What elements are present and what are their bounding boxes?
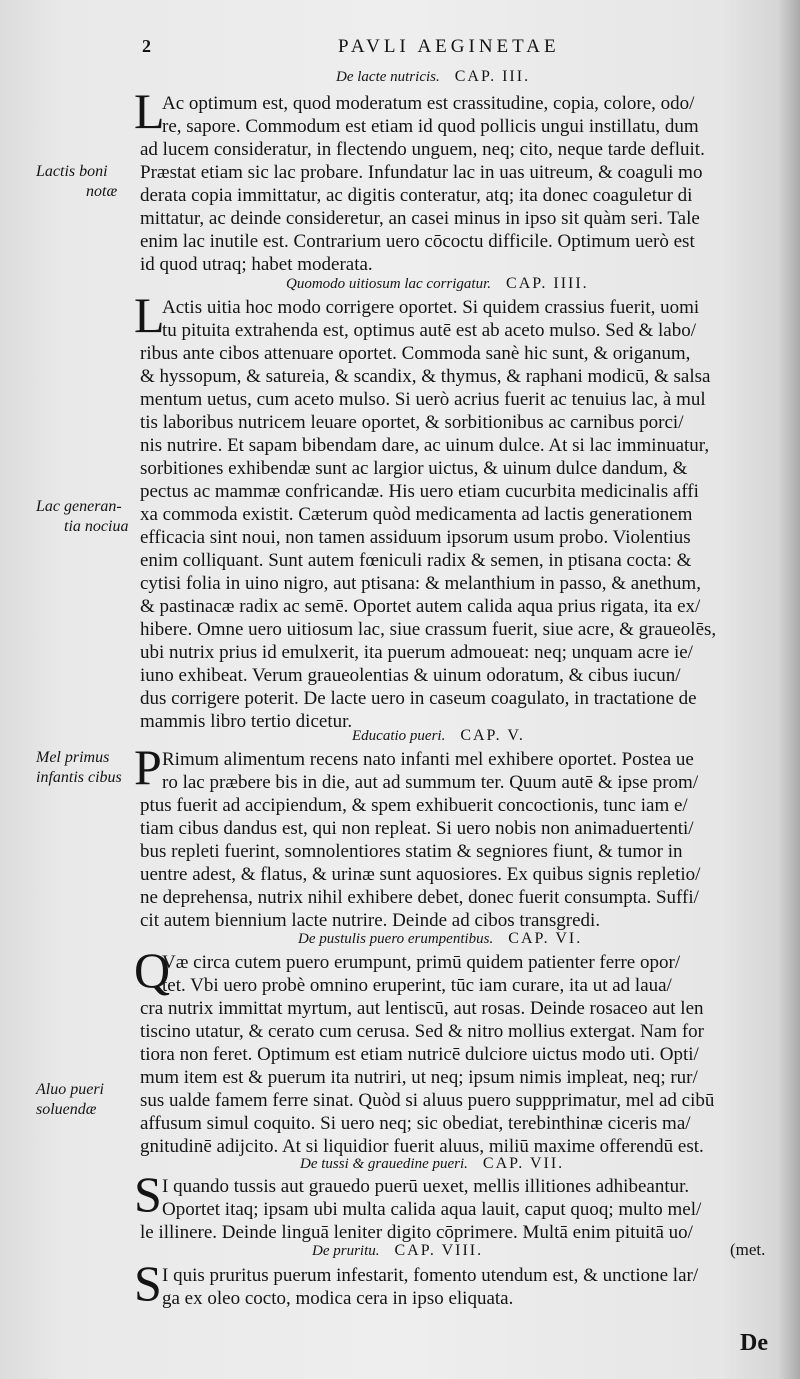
margin-note: [36, 748, 122, 788]
text-line: tiam cibus dandus est, qui non repleat. Si uero nobis non animaduertenti/: [140, 818, 694, 839]
text-line: tiscino utatur, & cerato cum cerusa. Sed & nitro mollius extergat. Nam for: [140, 1021, 704, 1042]
text-line: le illinere. Deinde linguā leniter digito cōprimere. Multā enim pituitā uo/: [140, 1222, 693, 1243]
margin-note-line: tia nociua: [64, 518, 129, 535]
text-line: sorbitiones exhibendæ sunt ac largior uictus, & uinum dulce dandum, &: [140, 458, 688, 479]
chapter-heading-3: [336, 68, 530, 86]
text-line: ptus fuerit ad accipiendum, & spem exhibuerit concoctionis, tunc iam e/: [140, 795, 688, 816]
page-number: 2: [142, 36, 151, 56]
chapter-heading-6: [298, 930, 582, 948]
text-line: ro lac præbere bis in die, aut ad summum ter. Quum autē & ipse prom/: [162, 772, 699, 793]
chapter-heading-4: [286, 275, 589, 293]
margin-note-line: soluendæ: [36, 1101, 97, 1118]
text-line: tu pituita extrahenda est, optimus autē est ab aceto mulso. Sed & labo/: [162, 320, 696, 341]
chapter-title: De lacte nutricis.: [336, 69, 440, 85]
text-line: bus repleti fuerint, somnolentiores statim & segniores fiunt, & tumor in: [140, 841, 683, 862]
text-line: cit autem biennium lacte nutrire. Deinde ad cibos transgredi.: [140, 910, 601, 931]
drop-initial: L: [134, 83, 165, 139]
chapter-title: Educatio pueri.: [352, 728, 446, 744]
drop-initial: P: [134, 739, 162, 795]
text-line: I quando tussis aut grauedo puerū uexet, mellis illitiones adhibeantur.: [162, 1176, 690, 1197]
drop-initial: Q: [134, 942, 171, 998]
text-line: ubi nutrix prius id emulxerit, ita puerum admoueat: neq; unquam acre ie/: [140, 642, 693, 663]
text-line: cra nutrix immittat myrtum, aut lentiscū, aut rosas. Deinde rosaceo aut len: [140, 998, 704, 1019]
margin-note-line: Lac generan-: [36, 498, 122, 515]
chapter-heading-5: [352, 727, 525, 745]
text-line: id quod utraq; habet moderata.: [140, 254, 373, 275]
text-line: mittatur, ac deinde consideretur, an casei minus in ipso sit quàm seri. Tale: [140, 208, 700, 229]
text-line: uentre adest, & flatus, & urinæ sunt aquosiores. Ex quibus signis repletio/: [140, 864, 701, 885]
chapter-title: Quomodo uitiosum lac corrigatur.: [286, 276, 492, 292]
text-line: affusum simul coquito. Si uero neq; sic obediat, terebinthinæ ciceris ma/: [140, 1113, 691, 1134]
chapter-heading-7: [300, 1155, 564, 1173]
text-line: dus corrigere poterit. De lacte uero in caseum coagulato, in tractatione de: [140, 688, 697, 709]
page-gutter-shadow: [778, 0, 800, 1379]
text-line: enim lac inutile est. Contrarium uero cōcoctu difficile. Optimum uerò est: [140, 231, 695, 252]
chapter-number: CAP. III.: [454, 68, 531, 85]
text-line: ga ex oleo cocto, modica cera in ipso eliquata.: [162, 1288, 514, 1309]
text-line: Væ circa cutem puero erumpunt, primū quidem patienter ferre opor/: [162, 952, 681, 973]
text-line: Rimum alimentum recens nato infanti mel exhibere oportet. Postea ue: [162, 749, 694, 770]
text-line: gnitudinē adijcito. At si liquidior fuerit aluus, miliū maxime offerendū est.: [140, 1136, 704, 1157]
text-line: re, sapore. Commodum est etiam id quod pollicis ungui instillatu, dum: [162, 116, 699, 137]
chapter-number: CAP. VII.: [482, 1155, 565, 1172]
text-line: mentum uetus, cum aceto mulso. Si uerò acrius fuerit ac tenuius lac, à mul: [140, 389, 706, 410]
text-line: sus ualde famem ferre sinat. Quòd si aluus puero suppprimatur, mel ad cibū: [140, 1090, 715, 1111]
text-line: enim colliquant. Sunt autem fœniculi radix & semen, in ptisana cocta: &: [140, 550, 692, 571]
text-line: Oportet itaq; ipsam ubi multa calida aqua lauit, caput quoq; multo mel/: [162, 1199, 702, 1220]
drop-initial: L: [134, 287, 165, 343]
running-head: PAVLI AEGINETAE: [338, 36, 560, 57]
text-line: nis nutrire. Et sapam bibendam dare, ac uinum dulce. At si lac imminuatur,: [140, 435, 710, 456]
margin-note-line: Aluo pueri: [36, 1081, 104, 1098]
text-line: & pastinacæ radix ac semē. Oportet autem calida aqua prius rigata, ita ex/: [140, 596, 701, 617]
margin-note: [36, 1080, 104, 1120]
chapter-number: CAP. VIII.: [394, 1242, 484, 1259]
text-line: pectus ac mammæ confricandæ. His uero etiam cucurbita medicinalis affi: [140, 481, 699, 502]
text-line: hibere. Omne uero uitiosum lac, siue crassum fuerit, siue acre, & graueolēs,: [140, 619, 717, 640]
text-line: I quis pruritus puerum infestarit, fomento utendum est, & unctione lar/: [162, 1265, 699, 1286]
margin-note-line: notæ: [86, 183, 118, 200]
text-line: xa commoda existit. Cæterum quòd medicamenta ad lactis generationem: [140, 504, 693, 525]
chapter-title: De pruritu.: [312, 1243, 380, 1259]
catchword: De: [740, 1330, 768, 1356]
text-line: Actis uitia hoc modo corrigere oportet. Si quidem crassius fuerit, uomi: [162, 297, 700, 318]
text-line: derata copia immittatur, ac digitis conteratur, atq; ita donec coaguletur di: [140, 185, 693, 206]
drop-initial: S: [134, 1255, 162, 1311]
chapter-number: CAP. VI.: [508, 930, 583, 947]
margin-note-line: Mel primus: [36, 749, 110, 766]
chapter-title: De tussi & grauedine pueri.: [300, 1156, 468, 1172]
margin-note-line: infantis cibus: [36, 769, 122, 786]
chapter-number: CAP. V.: [460, 727, 525, 744]
text-line: tet. Vbi uero probè omnino eruperint, tūc iam curare, ita ut ad laua/: [162, 975, 672, 996]
text-line: ne deprehensa, nutrix nihil exhibere debet, donec fuerit consumpta. Suffi/: [140, 887, 699, 908]
chapter-number: CAP. IIII.: [506, 275, 589, 292]
margin-note: [36, 497, 128, 537]
chapter-title: De pustulis puero erumpentibus.: [298, 931, 494, 947]
margin-note-line: Lactis boni: [36, 163, 108, 180]
text-line: ad lucem consideratur, in flectendo unguem, neq; cito, neque tarde defluit.: [140, 139, 705, 160]
drop-initial: S: [134, 1166, 162, 1222]
text-line: Ac optimum est, quod moderatum est crassitudine, copia, colore, odo/: [162, 93, 695, 114]
text-line: tis laboribus nutricem leuare oportet, & sorbitionibus ac carnibus porci/: [140, 412, 684, 433]
text-line: ribus ante cibos attenuare oportet. Commoda sanè hic sunt, & origanum,: [140, 343, 691, 364]
text-line: tiora non feret. Optimum est etiam nutricē dulciore uictus modo uti. Opti/: [140, 1044, 699, 1065]
chapter-heading-8: [312, 1242, 483, 1260]
text-line: iuno exhibeat. Verum graueolentias & uinum odoratum, & cibus iucun/: [140, 665, 681, 686]
text-line: efficacia sint noui, non tamen assiduum ipsorum usum probo. Violentius: [140, 527, 691, 548]
text-line: mum item est & puerum ita nutriri, ut neq; ipsum nimis impleat, neq; rur/: [140, 1067, 698, 1088]
text-line: cytisi folia in uino nigro, aut ptisana: & melanthium in passo, & anethum,: [140, 573, 701, 594]
text-line: Præstat etiam sic lac probare. Infundatur lac in uas uitreum, & coaguli mo: [140, 162, 703, 183]
line-carryover: (met.: [730, 1240, 766, 1259]
text-line: mammis libro tertio dicetur.: [140, 711, 353, 732]
text-line: & hyssopum, & satureia, & scandix, & thymus, & raphani modicū, & salsa: [140, 366, 711, 387]
margin-note: [36, 162, 117, 202]
